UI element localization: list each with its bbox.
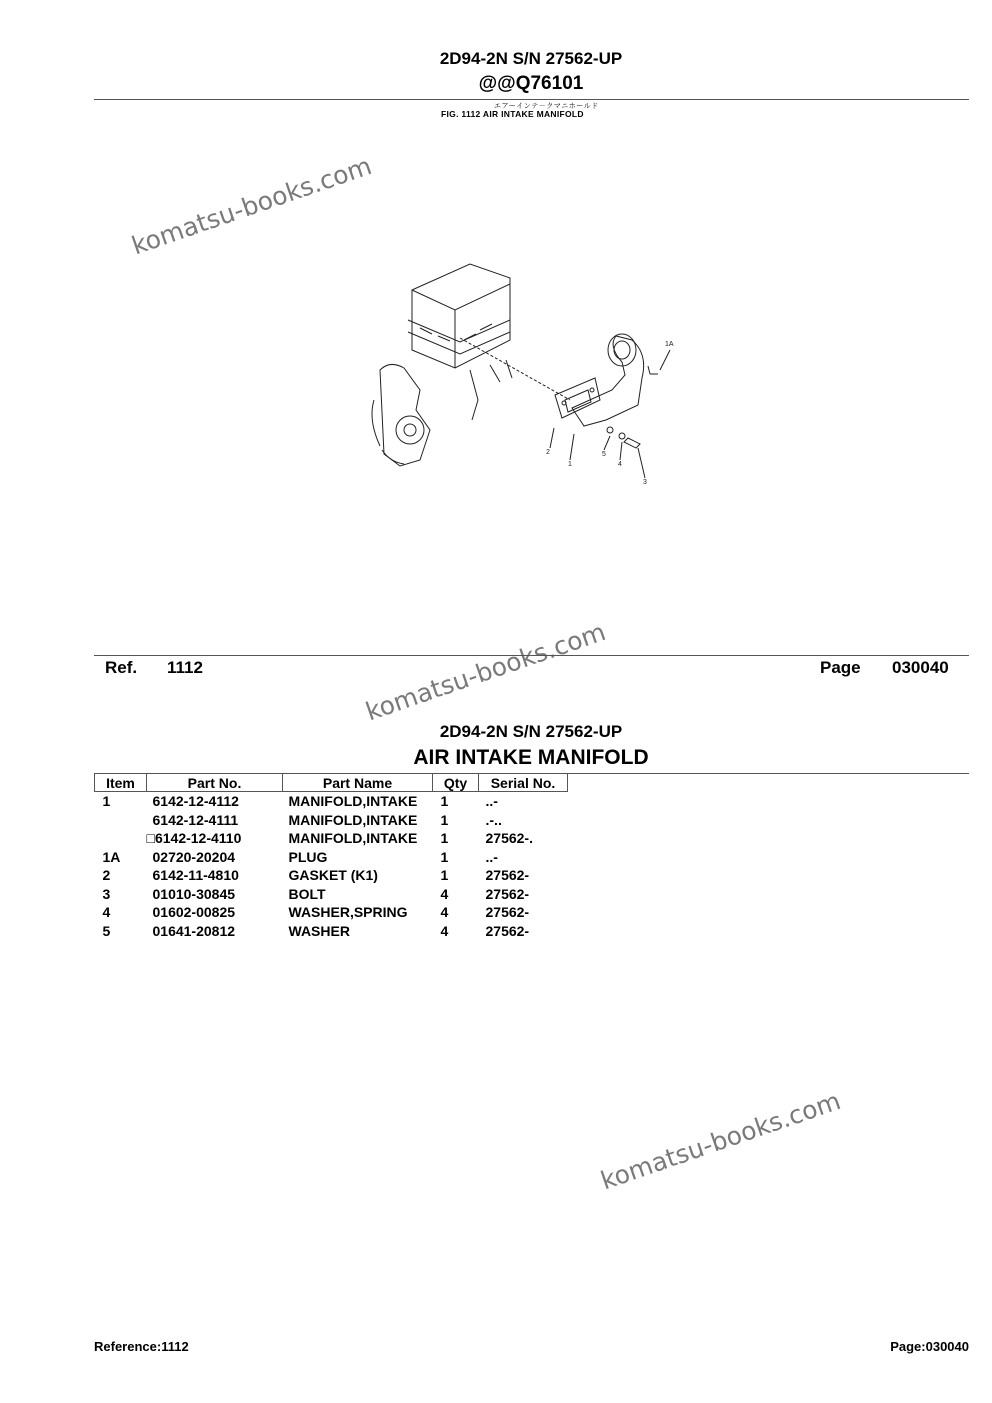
serial-cell: .-.. [485,811,502,828]
exploded-parts-diagram [360,250,690,500]
qty-cell: 1 [440,830,449,847]
callout-2: 2 [546,449,550,456]
figure-title-jp: エアーインテ－クマニホールド [494,103,599,110]
parts-title: AIR INTAKE MANIFOLD [413,746,649,769]
table-row [95,792,568,811]
qty-cell: 1 [440,848,449,865]
column-header-serial-no: Serial No. [479,774,568,792]
part-no-cell: 6142-12-4112 [152,793,239,810]
table-header-row [95,774,568,792]
item-cell: 2 [102,867,111,884]
part-name-cell: BOLT [288,885,326,902]
part-name-cell: WASHER [288,922,350,939]
serial-cell: 27562-. [485,830,533,847]
part-no-cell: 01010-30845 [152,885,236,902]
header-code: @@Q76101 [478,73,584,94]
header-model: 2D94-2N S/N 27562-UP [439,49,623,68]
table-row [95,885,568,904]
item-cell [95,829,147,848]
part-name-cell: PLUG [288,848,328,865]
serial-cell: 27562- [485,904,530,921]
callout-1: 1 [568,461,572,468]
parts-model: 2D94-2N S/N 27562-UP [439,722,623,741]
serial-cell: 27562- [485,867,530,884]
part-name-cell: GASKET (K1) [288,867,378,884]
table-row [95,866,568,885]
part-no-cell: 6142-11-4810 [152,867,239,884]
part-no-cell: 02720-20204 [152,848,236,865]
watermark: komatsu-books.com [597,1086,845,1196]
ref-label: Ref. [105,658,138,677]
item-cell: 4 [102,904,111,921]
column-header-qty: Qty [433,774,479,792]
footer-reference: Reference:1112 [94,1339,189,1354]
callout-5: 5 [602,451,606,458]
item-cell: 1A [102,848,121,865]
column-header-item: Item [95,774,147,792]
callout-1a: 1A [665,341,674,348]
table-row [95,829,568,848]
watermark: komatsu-books.com [362,617,610,727]
qty-cell: 1 [440,793,449,810]
item-cell: 3 [102,885,111,902]
table-row [95,903,568,922]
part-name-cell: WASHER,SPRING [288,904,408,921]
part-name-cell: MANIFOLD,INTAKE [288,830,418,847]
item-cell: 5 [102,922,111,939]
figure-title: FIG. 1112 AIR INTAKE MANIFOLD [441,109,584,119]
qty-cell: 4 [440,885,449,902]
qty-cell: 4 [440,922,449,939]
serial-cell: ..- [485,793,498,810]
qty-cell: 1 [440,811,449,828]
ref-divider [94,655,969,656]
ref-value: 1112 [167,658,203,677]
footer-page: Page:030040 [890,1339,969,1354]
callout-3: 3 [643,479,647,486]
serial-cell: ..- [485,848,498,865]
item-cell: 1 [102,793,111,810]
parts-table [94,774,568,940]
column-header-part-name: Part Name [283,774,433,792]
serial-cell: 27562- [485,922,530,939]
table-row [95,811,568,830]
part-no-cell: 6142-12-4111 [152,811,239,828]
callout-4: 4 [618,461,622,468]
item-cell [95,811,147,830]
column-header-part-no: Part No. [147,774,283,792]
qty-cell: 1 [440,867,449,884]
header-divider [94,99,969,100]
serial-cell: 27562- [485,885,530,902]
part-no-cell: 01641-20812 [152,922,236,939]
watermark: komatsu-books.com [128,151,376,261]
table-row [95,922,568,941]
part-name-cell: MANIFOLD,INTAKE [288,793,418,810]
table-row [95,848,568,867]
page-value: 030040 [892,658,949,677]
part-no-cell: 01602-00825 [152,904,236,921]
page-label: Page [820,658,861,677]
engine-block-outline [412,264,510,368]
part-no-cell: □6142-12-4110 [146,830,242,847]
qty-cell: 4 [440,904,449,921]
part-name-cell: MANIFOLD,INTAKE [288,811,418,828]
